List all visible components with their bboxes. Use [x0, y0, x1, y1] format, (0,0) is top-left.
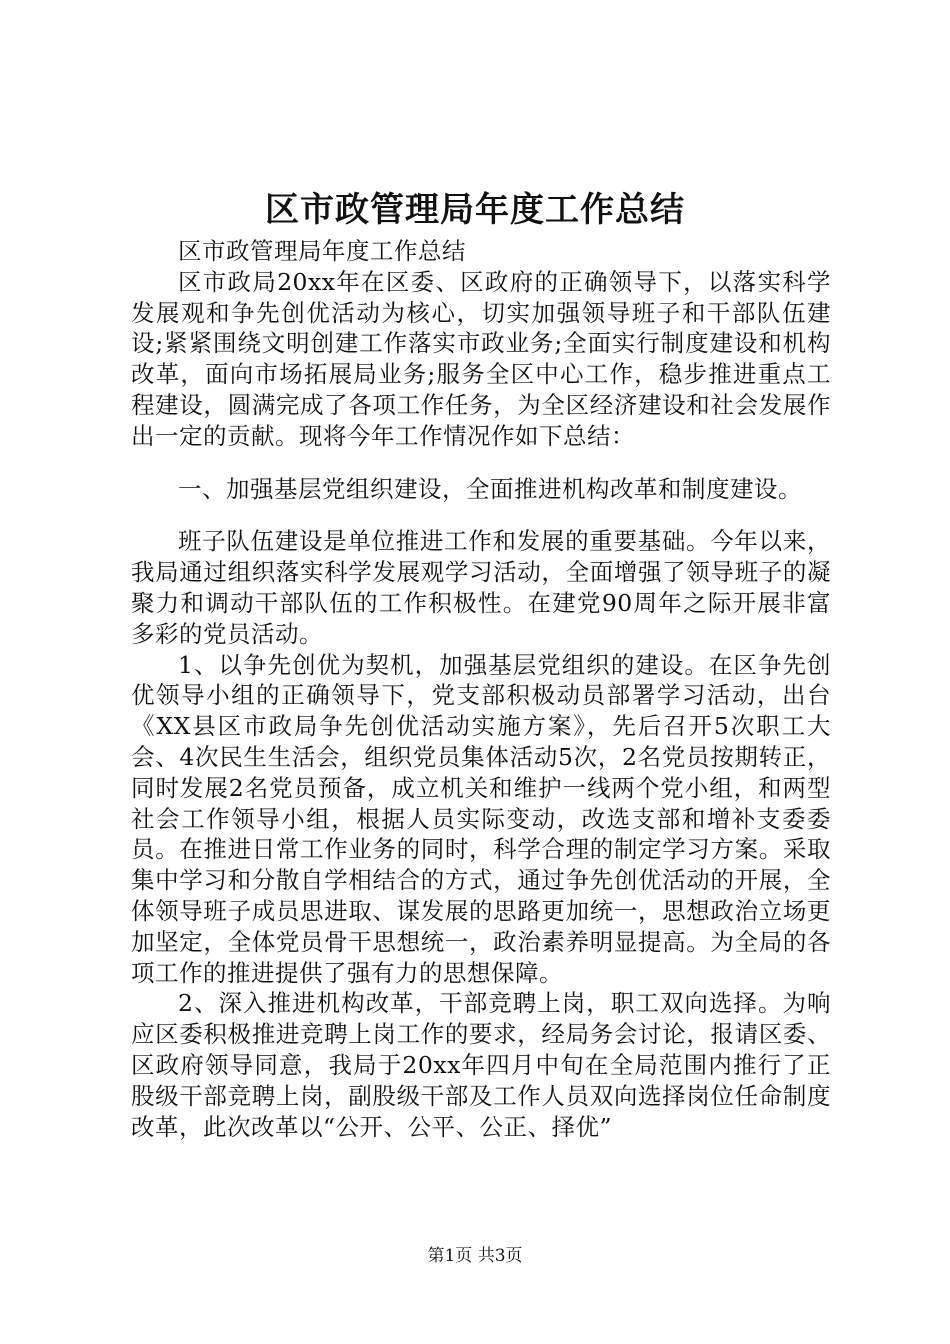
page-footer: 第1页 共3页	[427, 1246, 523, 1266]
document-body	[131, 236, 831, 1142]
section-heading-1: 一、加强基层党组织建设，全面推进机构改革和制度建设。	[178, 474, 802, 503]
paragraph-intro: 区市政局20xx年在区委、区政府的正确领导下，以落实科学发展观和争先创优活动为核心，切实加强领导班子和干部队伍建设;紧紧围绕文明创建工作落实市政业务;全面实行制度建设和机构改革，面向市场拓展局业务;服务全区中心工作，稳步推进重点工程建设，圆满完成了各项工作任务，为全区经济建设和社会发展作出一定的贡献。现将今年工作情况作如下总结：	[131, 267, 831, 450]
paragraph-team-building: 班子队伍建设是单位推进工作和发展的重要基础。今年以来，我局通过组织落实科学发展观学习活动，全面增强了领导班子的凝聚力和调动干部队伍的工作积极性。在建党90周年之际开展非富多彩的党员活动。	[131, 527, 831, 648]
paragraph-subtitle: 区市政管理局年度工作总结	[178, 237, 466, 265]
document-title: 区市政管理局年度工作总结	[265, 190, 685, 230]
paragraph-item-2: 2、深入推进机构改革，干部竞聘上岗，职工双向选择。为响应区委积极推进竞聘上岗工作的要求，经局务会讨论，报请区委、区政府领导同意，我局于20xx年四月中旬在全局范围内推行了正股级干部竞聘上岗，副股级干部及工作人员双向选择岗位任命制度改革，此次改革以“公开、公平、公正、择优”	[131, 989, 831, 1141]
paragraph-item-1: 1、以争先创优为契机，加强基层党组织的建设。在区争先创优领导小组的正确领导下，党支部积极动员部署学习活动，出台《XX县区市政局争先创优活动实施方案》，先后召开5次职工大会、4次民生生活会，组织党员集体活动5次，2名党员按期转正，同时发展2名党员预备，成立机关和维护一线两个党小组，和两型社会工作领导小组，根据人员实际变动，改选支部和增补支委委员。在推进日常工作业务的同时，科学合理的制定学习方案。采取集中学习和分散自学相结合的方式，通过争先创优活动的开展，全体领导班子成员思进取、谋发展的思路更加统一，思想政治立场更加坚定，全体党员骨干思想统一，政治素养明显提高。为全局的各项工作的推进提供了强有力的思想保障。	[131, 650, 831, 987]
